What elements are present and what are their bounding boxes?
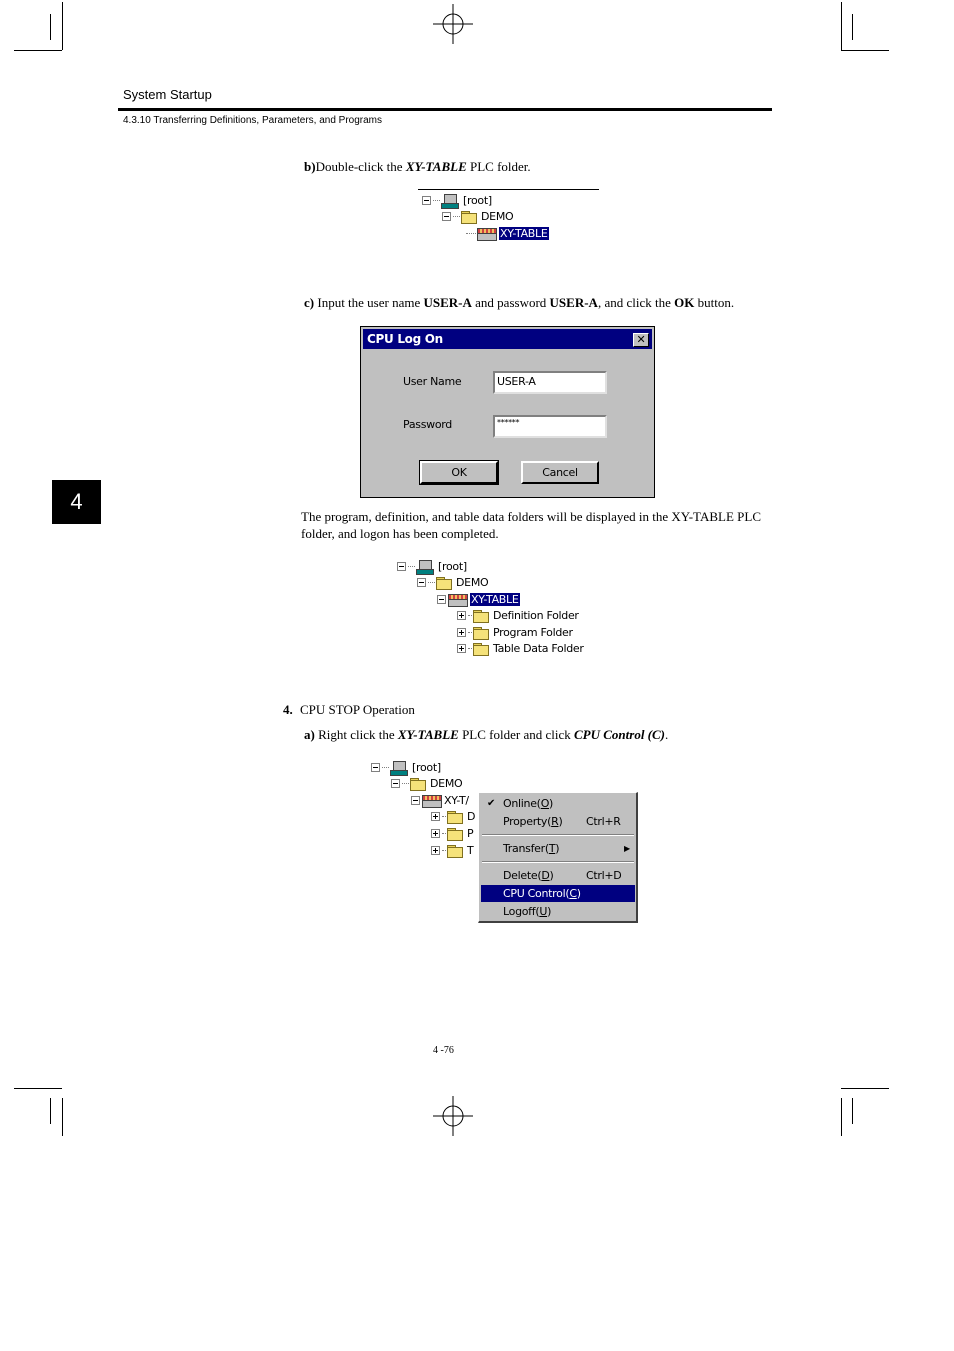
folder-icon (473, 643, 489, 655)
menu-item-online[interactable]: ✔ Online(O) (487, 797, 554, 810)
section-title: CPU STOP Operation (300, 702, 415, 717)
tree-node-demo[interactable]: DEMO (417, 575, 488, 590)
cpu-logon-dialog (360, 326, 655, 498)
folder-icon (447, 845, 463, 857)
folder-icon (410, 778, 426, 790)
user-name-field[interactable]: USER-A (493, 371, 607, 394)
registration-mark (433, 1096, 473, 1136)
ok-button[interactable]: OK (420, 461, 498, 484)
menu-item-property[interactable]: Property(R) Ctrl+R (503, 815, 621, 828)
tree-node-program-folder[interactable]: Program Folder (457, 625, 573, 640)
running-header-title: System Startup (123, 87, 212, 102)
menu-item-transfer[interactable]: Transfer(T) ▶ (503, 842, 630, 855)
crop-mark (841, 50, 889, 51)
context-menu (478, 792, 638, 923)
crop-mark (14, 50, 62, 51)
collapse-icon[interactable] (371, 763, 380, 772)
collapse-icon[interactable] (411, 796, 420, 805)
expand-icon[interactable] (457, 628, 466, 637)
cancel-button[interactable]: Cancel (521, 461, 599, 484)
tree-node-xy-table[interactable]: XY-T/ (411, 793, 469, 808)
crop-mark (841, 2, 842, 50)
folder-icon (473, 610, 489, 622)
tree-node-demo[interactable]: DEMO (391, 776, 462, 791)
crop-mark (841, 1098, 842, 1136)
shortcut-label: Ctrl+R (586, 815, 621, 828)
chapter-tab: 4 (52, 480, 101, 524)
tree-top-border (418, 189, 599, 190)
user-name-label: User Name (403, 375, 462, 388)
computer-icon (390, 761, 408, 775)
menu-item-delete[interactable]: Delete(D) Ctrl+D (503, 869, 622, 882)
collapse-icon[interactable] (417, 578, 426, 587)
step-marker: a) (304, 727, 315, 742)
folder-icon (473, 627, 489, 639)
tree-node-definition-folder[interactable]: D (431, 809, 475, 824)
step-b-instruction: b)Double-click the XY-TABLE PLC folder. (304, 159, 531, 174)
dialog-title-bar (363, 329, 652, 349)
tree-node-root[interactable]: [root] (422, 193, 492, 208)
check-icon: ✔ (487, 798, 496, 809)
crop-mark (852, 1098, 853, 1124)
computer-icon (416, 560, 434, 574)
result-paragraph: The program, definition, and table data folders will be displayed in the XY-TABLE PLC folder, and logon has been completed. (301, 509, 761, 541)
crop-mark (62, 2, 63, 50)
plc-icon (448, 594, 468, 606)
crop-mark (50, 14, 51, 40)
header-rule (118, 108, 772, 111)
crop-mark (841, 1088, 889, 1089)
collapse-icon[interactable] (391, 779, 400, 788)
collapse-icon[interactable] (442, 212, 451, 221)
collapse-icon[interactable] (437, 595, 446, 604)
plc-icon (477, 228, 497, 240)
expand-icon[interactable] (457, 644, 466, 653)
expand-icon[interactable] (431, 812, 440, 821)
running-header-subtitle: 4.3.10 Transferring Definitions, Parameters, and Programs (123, 115, 383, 126)
menu-item-cpu-control[interactable]: CPU Control(C) (481, 885, 635, 902)
tree-node-definition-folder[interactable]: Definition Folder (457, 608, 579, 623)
tree-node-program-folder[interactable]: P (431, 826, 473, 841)
tree-node-table-data-folder[interactable]: Table Data Folder (457, 641, 584, 656)
crop-mark (14, 1088, 62, 1089)
tree-node-xy-table[interactable]: XY-TABLE (437, 592, 520, 607)
expand-icon[interactable] (457, 611, 466, 620)
folder-icon (447, 828, 463, 840)
tree-node-root[interactable]: [root] (371, 760, 441, 775)
registration-mark (433, 4, 473, 44)
menu-separator (482, 861, 634, 863)
step-c-instruction: c) Input the user name USER-A and password USER-A, and click the OK button. (304, 295, 735, 310)
menu-separator (482, 834, 634, 836)
menu-item-logoff[interactable]: Logoff(U) (503, 905, 552, 918)
folder-icon (447, 811, 463, 823)
expand-icon[interactable] (431, 846, 440, 855)
computer-icon (441, 194, 459, 208)
password-label: Password (403, 418, 452, 431)
page-number: 4 -76 (433, 1045, 454, 1056)
emphasis: XY-TABLE (405, 159, 467, 174)
submenu-arrow-icon: ▶ (624, 844, 630, 853)
crop-mark (62, 1098, 63, 1136)
folder-icon (461, 211, 477, 223)
folder-icon (436, 577, 452, 589)
close-icon[interactable]: ✕ (633, 333, 649, 347)
section-number: 4. (283, 702, 293, 717)
crop-mark (50, 1098, 51, 1124)
password-field[interactable]: ****** (493, 415, 607, 438)
collapse-icon[interactable] (397, 562, 406, 571)
plc-icon (422, 795, 442, 807)
shortcut-label: Ctrl+D (586, 869, 622, 882)
tree-node-table-data-folder[interactable]: T (431, 843, 473, 858)
section-heading (283, 701, 415, 718)
tree-node-demo[interactable]: DEMO (442, 209, 513, 224)
step-a-instruction: a) Right click the XY-TABLE PLC folder and click CPU Control (C). (304, 727, 669, 742)
tree-node-root[interactable]: [root] (397, 559, 467, 574)
expand-icon[interactable] (431, 829, 440, 838)
collapse-icon[interactable] (422, 196, 431, 205)
step-marker: b) (304, 159, 316, 174)
dialog-title: CPU Log On (367, 332, 443, 346)
step-marker: c) (304, 295, 315, 310)
crop-mark (852, 14, 853, 40)
tree-node-xy-table[interactable]: XY-TABLE (466, 226, 549, 241)
